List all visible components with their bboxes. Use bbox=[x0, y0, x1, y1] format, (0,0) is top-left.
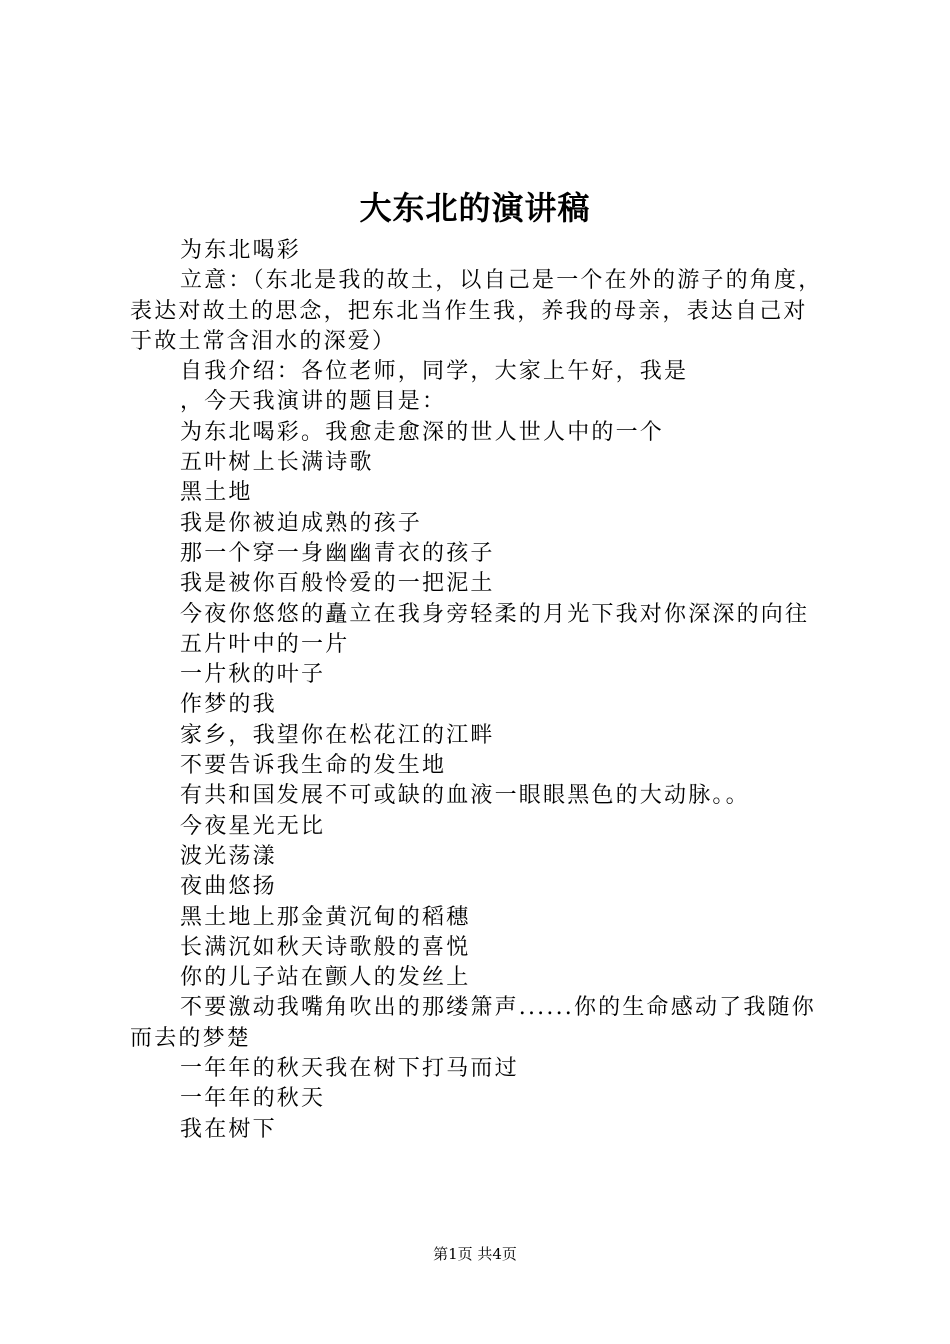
paragraph: 立意：（东北是我的故土，以自己是一个在外的游子的角度，表达对故土的思念，把东北当作生我，养我的母亲，表达自己对于故土常含泪水的深爱） bbox=[130, 268, 823, 354]
paragraph: 为东北喝彩 bbox=[180, 238, 302, 263]
paragraph: 一片秋的叶子 bbox=[180, 662, 326, 688]
paragraph: 那一个穿一身幽幽青衣的孩子 bbox=[180, 540, 495, 566]
paragraph: 夜曲悠扬 bbox=[180, 874, 277, 900]
paragraph: 你的儿子站在颤人的发丝上 bbox=[180, 965, 471, 991]
paragraph: 自我介绍：各位老师，同学，大家上午好，我是 bbox=[180, 359, 689, 385]
paragraph: 我在树下 bbox=[180, 1116, 277, 1142]
paragraph: 为东北喝彩。我愈走愈深的世人世人中的一个 bbox=[180, 419, 665, 445]
document-title: 大东北的演讲稿 bbox=[359, 189, 591, 227]
paragraph: ，今天我演讲的题目是： bbox=[180, 389, 447, 415]
paragraph: 我是你被迫成熟的孩子 bbox=[180, 510, 423, 536]
paragraph: 今夜你悠悠的矗立在我身旁轻柔的月光下我对你深深的向往 bbox=[180, 601, 810, 627]
paragraph: 家乡，我望你在松花江的江畔 bbox=[180, 722, 495, 748]
page-footer: 第1页 共4页 bbox=[433, 1245, 517, 1263]
paragraph: 作梦的我 bbox=[180, 692, 277, 718]
paragraph: 一年年的秋天 bbox=[180, 1086, 326, 1112]
paragraph: 今夜星光无比 bbox=[180, 813, 326, 839]
paragraph: 有共和国发展不可或缺的血液一眼眼黑色的大动脉。。 bbox=[180, 783, 750, 809]
paragraph: 我是被你百般怜爱的一把泥土 bbox=[180, 571, 495, 597]
paragraph: 不要激动我嘴角吹出的那缕箫声......你的生命感动了我随你而去的梦楚 bbox=[130, 995, 816, 1051]
paragraph: 五叶树上长满诗歌 bbox=[180, 450, 374, 476]
paragraph: 五片叶中的一片 bbox=[180, 631, 350, 657]
paragraph: 一年年的秋天我在树下打马而过 bbox=[180, 1056, 519, 1082]
paragraph: 黑土地 bbox=[180, 480, 253, 506]
paragraph: 不要告诉我生命的发生地 bbox=[180, 753, 447, 779]
paragraph: 黑土地上那金黄沉甸的稻穗 bbox=[180, 904, 471, 930]
paragraph: 波光荡漾 bbox=[180, 843, 277, 869]
paragraph: 长满沉如秋天诗歌般的喜悦 bbox=[180, 934, 471, 960]
document-body bbox=[130, 236, 830, 1145]
